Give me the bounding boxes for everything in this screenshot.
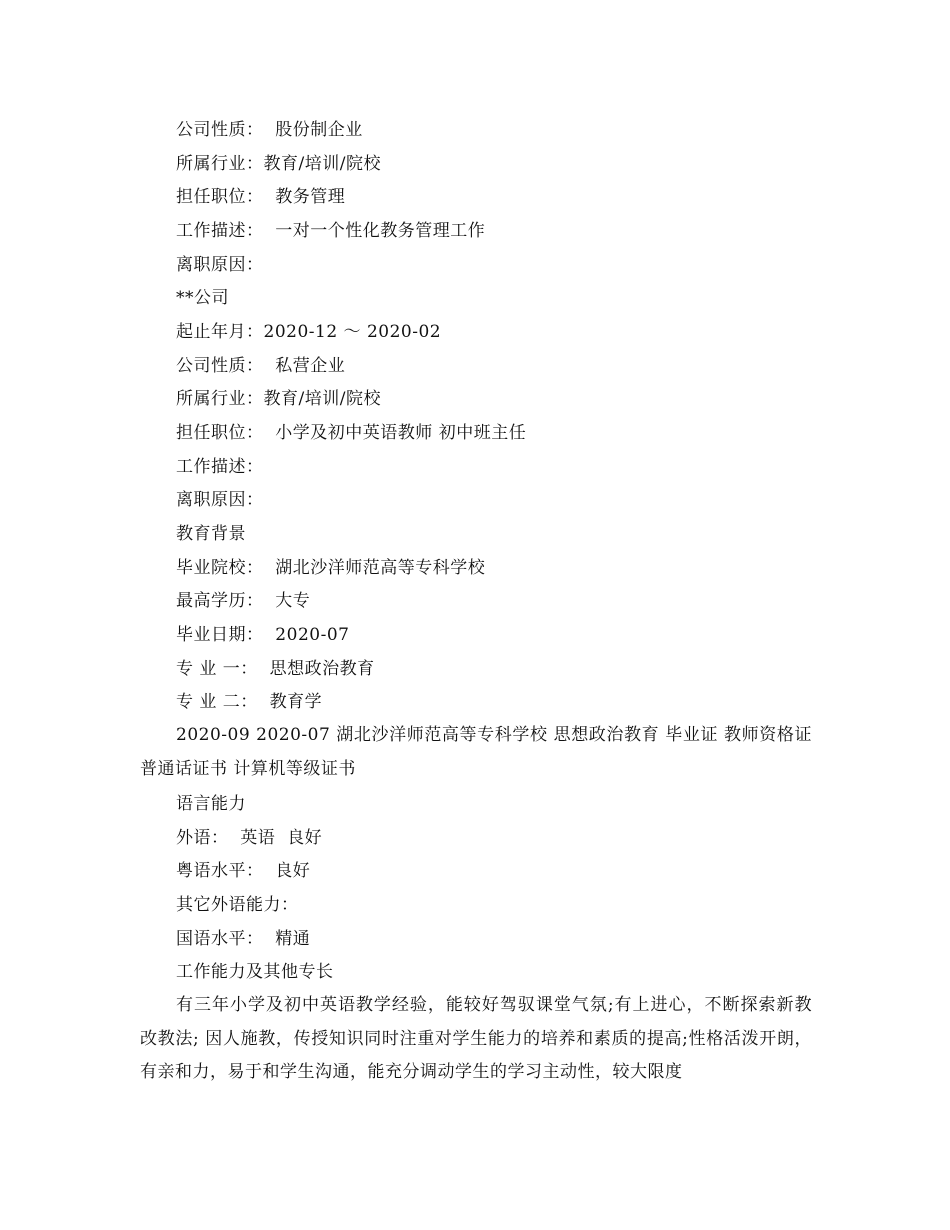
language-heading: 语言能力 [176,794,246,814]
education-major2: 专 业 二： 教育学 [176,692,323,712]
skills-text: 有三年小学及初中英语教学经验，能较好驾驭课堂气氛;有上进心，不断探索新教改教法; 因人施教，传授知识同时注重对学生能力的培养和素质的提高;性格活泼开朗，有亲和力，易于和学生沟通，能充分调动学生的学习主动性，较大限度 [140,995,812,1083]
language-mandarin: 国语水平： 精通 [176,929,311,949]
skills-heading: 工作能力及其他专长 [176,962,334,982]
work2-industry: 所属行业：教育/培训/院校 [176,154,381,174]
work3-company: **公司 [176,288,229,308]
education-grad-date: 毕业日期： 2020-07 [176,625,350,645]
education-major1: 专 业 一： 思想政治教育 [176,659,375,679]
work3-description: 工作描述： [176,457,264,477]
work3-period: 起止年月：2020-12 ～ 2020-02 [176,322,442,342]
language-cantonese: 粤语水平： 良好 [176,861,311,881]
education-degree: 最高学历： 大专 [176,591,311,611]
work3-industry: 所属行业：教育/培训/院校 [176,389,381,409]
work2-reason: 离职原因： [176,255,264,275]
work3-company-type: 公司性质： 私营企业 [176,356,346,376]
work3-position: 担任职位： 小学及初中英语教师 初中班主任 [176,423,527,443]
work2-description: 工作描述： 一对一个性化教务管理工作 [176,221,486,241]
work3-reason: 离职原因： [176,490,264,510]
work2-position: 担任职位： 教务管理 [176,187,346,207]
education-record: 2020-09 2020-07 湖北沙洋师范高等专科学校 思想政治教育 毕业证 教师资格证 普通话证书 计算机等级证书 [140,725,812,779]
work2-company-type: 公司性质： 股份制企业 [176,120,363,140]
education-school: 毕业院校： 湖北沙洋师范高等专科学校 [176,558,486,578]
language-other: 其它外语能力： [176,895,299,915]
education-heading: 教育背景 [176,524,246,544]
language-foreign: 外语： 英语 良好 [176,828,323,848]
